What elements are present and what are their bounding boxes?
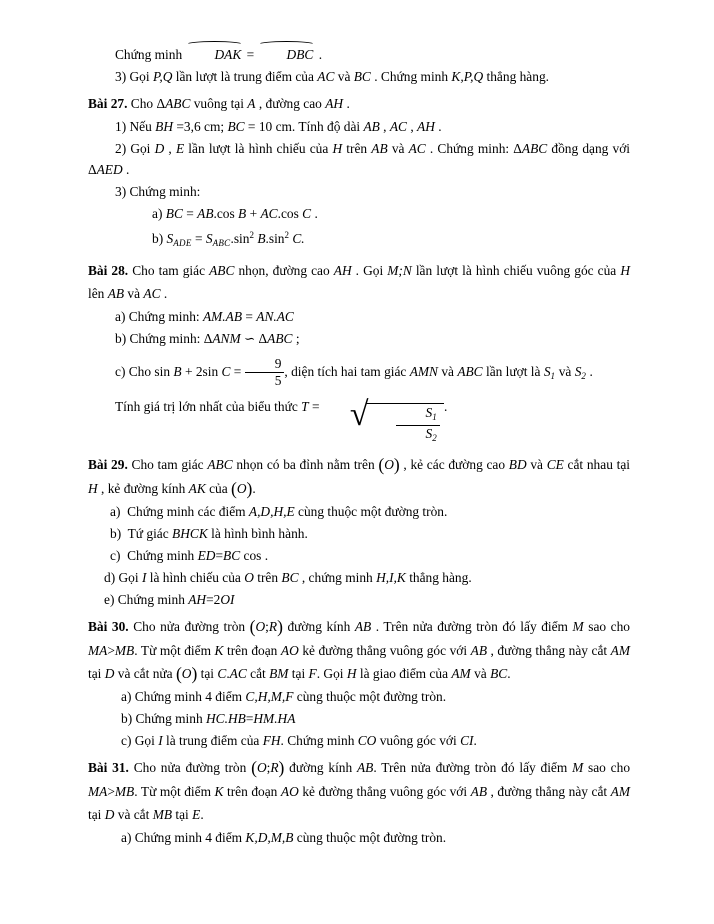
bai-31-item-a [88, 827, 630, 848]
math-run: BC [165, 206, 183, 221]
math-run: O [256, 760, 267, 775]
math-run: AN.AC [256, 309, 294, 324]
text-run: . [226, 665, 230, 681]
text-run: Chứng minh [115, 47, 186, 62]
text-run: . [507, 665, 511, 681]
sqrt-expression [323, 398, 444, 445]
big-paren: ( [175, 663, 182, 683]
problem-label: Bài 30. [88, 619, 129, 634]
bai-31-heading [88, 756, 630, 826]
math-run: R [270, 760, 279, 775]
math-run: CO [357, 733, 377, 748]
math-run: AB [107, 286, 125, 301]
vinculum [366, 403, 445, 445]
math-run: BD [508, 457, 527, 472]
math-run: AB [197, 206, 214, 221]
text-run: là hình chiếu của [146, 570, 245, 585]
big-paren: ) [191, 663, 198, 683]
text-run: lên [88, 286, 108, 301]
math-run: ABC [457, 364, 483, 379]
math-run: MB [114, 642, 135, 658]
math-run: AED [96, 162, 123, 177]
math-run: C,H,M,F [245, 689, 294, 704]
text-run: Δ [88, 162, 97, 177]
bai-28-item-c [88, 357, 630, 388]
big-paren: ( [251, 757, 257, 778]
text-run: . Chứng minh: [425, 141, 514, 156]
text-run: và [470, 665, 491, 681]
math-run: D [154, 141, 165, 156]
text-run: đồng dạng với [547, 141, 631, 156]
math-run: AO [280, 642, 299, 658]
text-run: vuông tại [190, 96, 248, 111]
text-run: =3,6 cm; [173, 119, 228, 134]
text-run: cùng thuộc một đường tròn. [293, 829, 447, 845]
math-run: AO [280, 783, 299, 799]
text-run: tại [197, 665, 218, 681]
item-3-collinear [88, 66, 630, 87]
math-run: AB [470, 642, 487, 658]
math-run: D [104, 806, 115, 822]
math-run: AC [229, 665, 247, 681]
bai-30-heading [88, 615, 630, 685]
fraction [245, 357, 285, 388]
text-run: = [191, 231, 206, 246]
math-run: AM.AB [202, 309, 243, 324]
math-run: K,P,Q [451, 69, 484, 84]
text-run: cắt nhau tại [563, 457, 630, 472]
math-run: MA [88, 642, 108, 658]
math-run: S [205, 231, 213, 246]
text-run: 3) Chứng minh: [115, 184, 201, 199]
text-run: và cắt nửa [114, 665, 176, 681]
text-run: trên [253, 570, 282, 585]
math-run: S [574, 364, 582, 379]
math-run: AB [354, 619, 372, 634]
big-paren: ( [378, 454, 385, 475]
text-run: , [164, 141, 176, 156]
subscript: 2 [581, 371, 587, 381]
text-run: Cho nửa đường tròn [128, 619, 250, 634]
bai-30-item-c [88, 730, 630, 751]
bai-29-heading [88, 453, 630, 500]
text-run: cos . [240, 548, 269, 563]
math-run: HC.HB [206, 711, 246, 726]
big-paren: ) [393, 454, 400, 475]
text-run: 3) Gọi [115, 69, 153, 84]
text-run: = [243, 47, 258, 62]
math-run: A [247, 96, 256, 111]
big-paren: ( [249, 616, 256, 637]
text-run: . [434, 119, 442, 134]
text-run: thẳng hàng. [405, 570, 472, 585]
text-run: và [437, 364, 458, 379]
math-run: ABC [207, 457, 233, 472]
text-run: và [124, 286, 144, 301]
math-run: P,Q [152, 69, 173, 84]
fraction-denominator: 5 [274, 373, 282, 388]
math-run: O [236, 480, 247, 496]
fraction-numerator: 9 [245, 357, 285, 373]
text-run: là trung điểm của [162, 733, 263, 748]
text-run: 1) Nếu [115, 119, 156, 134]
text-run: = [308, 399, 323, 414]
math-run: AB [371, 141, 388, 156]
text-run: đường kính [282, 619, 355, 634]
big-paren: ) [278, 757, 285, 778]
text-run: > [107, 642, 115, 658]
math-run: AC [260, 206, 278, 221]
text-run: ; [292, 331, 300, 346]
text-run: . Từ một điểm [134, 783, 215, 799]
big-paren: ) [277, 616, 283, 637]
math-run: K,D,M,B [245, 829, 294, 845]
math-run: BH [155, 119, 174, 134]
math-run: M [572, 760, 584, 775]
math-run: O [384, 457, 394, 472]
text-run: = [182, 206, 198, 221]
text-run: . Trên nửa đường tròn đó lấy điểm [373, 760, 573, 775]
text-run: và [526, 457, 547, 472]
text-run: . [160, 286, 168, 301]
text-run: .sin [265, 231, 285, 246]
text-run: . [444, 399, 448, 414]
text-run: trên đoạn [223, 783, 281, 799]
text-run: tại [288, 665, 309, 681]
text-run: 2) Gọi [115, 141, 155, 156]
proof-arc-statement [88, 44, 630, 65]
math-run: ED [197, 548, 216, 563]
math-run: MA [88, 783, 108, 799]
math-run: K [214, 783, 224, 799]
arc-overline-math: DAK [186, 44, 244, 65]
subscript: 1 [550, 371, 556, 381]
math-run: D [104, 665, 115, 681]
text-run: . [252, 480, 256, 496]
text-run: , chứng minh [298, 570, 377, 585]
bai-27-heading [88, 92, 630, 115]
text-run: cùng thuộc một đường tròn. [293, 689, 447, 704]
fraction-denominator [396, 426, 441, 445]
text-run: và cắt [114, 806, 153, 822]
math-run: O [181, 665, 192, 681]
text-run: , [379, 119, 390, 134]
text-run: và [387, 141, 409, 156]
text-run: . Trên nửa đường tròn đó lấy điểm [371, 619, 573, 634]
problem-label: Bài 31. [88, 760, 129, 775]
text-run: b) Chứng minh: [115, 331, 204, 346]
math-run: AC [389, 119, 407, 134]
bai-29-item-d [88, 567, 630, 588]
subscript: 2 [432, 433, 438, 443]
text-run: . Gọi [351, 263, 388, 278]
math-run: BC [281, 570, 299, 585]
text-run: trên [342, 141, 372, 156]
text-run: tại [88, 665, 105, 681]
math-run: ABC [165, 96, 191, 111]
text-run: .cos [277, 206, 303, 221]
math-run: H,I,K [376, 570, 406, 585]
bai-28-item-b [88, 328, 630, 349]
text-run: c) Gọi [121, 733, 159, 748]
text-run: Cho tam giác [127, 457, 208, 472]
text-run: và [334, 69, 354, 84]
text-run: . Chứng minh [280, 733, 358, 748]
math-run: ABC [521, 141, 548, 156]
math-run: CE [546, 457, 564, 472]
math-run: AH [417, 119, 435, 134]
math-run: C [221, 364, 231, 379]
text-run: lần lượt là trung điểm của [172, 69, 318, 84]
text-run: .sin [230, 231, 250, 246]
subscript: ADE [173, 238, 192, 248]
text-run: thẳng hàng. [483, 69, 549, 84]
text-run: . [315, 47, 323, 62]
bai-29-item-c [88, 545, 630, 566]
math-run: C [302, 206, 312, 221]
text-run: ; [266, 760, 271, 775]
text-run: lần lượt là hình chiếu của [184, 141, 333, 156]
text-run: c) Chứng minh [110, 548, 198, 563]
text-run: . [473, 733, 477, 748]
fraction-numerator [396, 406, 441, 426]
math-run: I [158, 733, 163, 748]
math-run: S [425, 426, 433, 441]
text-run: tại [88, 806, 105, 822]
bai-28-item-a [88, 306, 630, 327]
text-run: > [107, 783, 115, 799]
math-run: OI [220, 592, 235, 607]
math-run: I [141, 570, 147, 585]
math-run: MB [152, 806, 173, 822]
math-run: FH [262, 733, 281, 748]
text-run: = [215, 548, 224, 563]
text-run: Cho nửa đường tròn [128, 760, 252, 775]
text-run: =2 [206, 592, 221, 607]
text-run: cắt [246, 665, 270, 681]
arc-overline-math: DBC [258, 44, 316, 65]
math-run: CI [460, 733, 474, 748]
math-run: K [214, 642, 224, 658]
text-run: Δ [156, 96, 166, 111]
bai-30-item-a [88, 686, 630, 707]
text-run: của [205, 480, 232, 496]
math-run: AH [333, 263, 352, 278]
text-run: ∽ [240, 331, 259, 346]
text-run: = [245, 711, 254, 726]
text-run: . Gọi [316, 665, 347, 681]
text-run: . [200, 806, 204, 822]
math-run: H [346, 665, 357, 681]
math-run: ABC [267, 331, 293, 346]
text-run: d) Gọi [104, 570, 142, 585]
math-run: AC [317, 69, 335, 84]
text-run: = [242, 309, 257, 324]
math-run: H [88, 480, 98, 496]
big-paren: ) [246, 478, 253, 498]
math-run: AM [610, 783, 630, 799]
math-run: E [175, 141, 185, 156]
math-run: BM [269, 665, 289, 681]
text-run: Δ [258, 331, 268, 346]
text-run: + [246, 206, 261, 221]
bai-27-item-1 [88, 116, 630, 137]
math-run: MB [114, 783, 135, 799]
text-run: Δ [203, 331, 213, 346]
math-run: B [257, 231, 266, 246]
text-run: . Từ một điểm [134, 642, 215, 658]
math-run: O [244, 570, 254, 585]
text-run: tại [172, 806, 193, 822]
text-run: c) Cho [115, 364, 155, 379]
text-run: , kẻ đường kính [97, 480, 189, 496]
text-run: lần lượt là hình chiếu vuông góc của [411, 263, 621, 278]
bai-29-item-e [88, 589, 630, 610]
bai-29-item-b [88, 523, 630, 544]
text-run: . [122, 162, 130, 177]
bai-27-item-2 [88, 138, 630, 180]
text-run: , [407, 119, 418, 134]
text-run: , đường thẳng này cắt [487, 783, 611, 799]
text-run: là hình bình hành. [207, 526, 308, 541]
math-run: R [268, 619, 278, 634]
math-run: F [308, 665, 317, 681]
math-run: C. [292, 231, 305, 246]
math-run: BC [223, 548, 241, 563]
text-run: kẻ đường thẳng vuông góc với [298, 783, 471, 799]
math-run: T [301, 399, 309, 414]
radical-sign: √ [349, 396, 369, 433]
superscript: 2 [284, 230, 289, 240]
text-run: Δ [513, 141, 522, 156]
math-run: BC [490, 665, 508, 681]
math-run: AK [188, 480, 206, 496]
problem-label: Bài 28. [88, 263, 129, 278]
math-run: AM [610, 642, 630, 658]
text-run: b) Tứ giác [110, 526, 173, 541]
bai-28-item-c-max [88, 396, 630, 445]
math-run: S [543, 364, 551, 379]
math-run: HM.HA [253, 711, 296, 726]
text-run: sin [154, 364, 174, 379]
math-run: ABC [209, 263, 235, 278]
text-run: b) [152, 231, 167, 246]
math-run: AC [408, 141, 426, 156]
text-run: + 2sin [181, 364, 222, 379]
math-run: S [166, 231, 174, 246]
bai-29-item-a [88, 501, 630, 522]
text-run: Tính giá trị lớn nhất của biểu thức [115, 399, 302, 414]
math-run: BC [353, 69, 371, 84]
math-run: M [572, 619, 584, 634]
text-run: lần lượt là [482, 364, 544, 379]
math-run: O [255, 619, 266, 634]
math-run: C [217, 665, 227, 681]
math-run: AB [357, 760, 374, 775]
text-run: a) Chứng minh 4 điểm [121, 689, 246, 704]
text-run: trên đoạn [223, 642, 281, 658]
text-run: , đường thẳng này cắt [487, 642, 611, 658]
math-run: AC [143, 286, 161, 301]
text-run: b) Chứng minh [121, 711, 206, 726]
text-run: nhọn có ba đỉnh nằm trên [232, 457, 379, 472]
math-run: AM [451, 665, 471, 681]
math-run: BHCK [172, 526, 208, 541]
superscript: 2 [249, 230, 254, 240]
text-run: a) Chứng minh các điểm [110, 504, 249, 519]
bai-27-item-3b [88, 225, 630, 254]
text-run: , diện tích hai tam giác [284, 364, 410, 379]
text-run: . [586, 364, 593, 379]
text-run: .cos [213, 206, 239, 221]
text-run: = [230, 364, 245, 379]
bai-27-item-3a [88, 203, 630, 224]
math-run: AH [188, 592, 207, 607]
math-run: H [620, 263, 630, 278]
math-run: H [332, 141, 343, 156]
text-run: vuông góc với [376, 733, 461, 748]
subscript: 1 [432, 412, 438, 422]
text-run: e) Chứng minh [104, 592, 189, 607]
math-run: B [238, 206, 247, 221]
text-run: . [343, 96, 350, 111]
big-paren: ( [231, 478, 237, 498]
text-run: . Chứng minh [370, 69, 452, 84]
problem-label: Bài 27. [88, 96, 128, 111]
math-run: E [192, 806, 201, 822]
bai-28-heading [88, 259, 630, 305]
text-run: . [311, 206, 318, 221]
text-run: a) Chứng minh 4 điểm [121, 829, 246, 845]
math-run: M;N [387, 263, 412, 278]
text-run: và [555, 364, 575, 379]
text-run: là giao điểm của [356, 665, 452, 681]
text-run: , kẻ các đường cao [399, 457, 509, 472]
text-run: a) Chứng minh: [115, 309, 203, 324]
subscript: ABC [212, 238, 231, 248]
math-run: AB [470, 783, 487, 799]
text-run: đường kính [284, 760, 357, 775]
problem-label: Bài 29. [88, 457, 128, 472]
text-run: Cho [127, 96, 157, 111]
math-run: BC [227, 119, 245, 134]
text-run: ; [265, 619, 269, 634]
text-run: a) [152, 206, 166, 221]
text-run: nhọn, đường cao [234, 263, 334, 278]
text-run: sao cho [583, 619, 631, 634]
text-run: Cho tam giác [128, 263, 210, 278]
text-run: cùng thuộc một đường tròn. [294, 504, 448, 519]
math-run: AB [363, 119, 380, 134]
text-run: sao cho [583, 760, 631, 775]
math-run: AH [325, 96, 344, 111]
math-run: A,D,H,E [248, 504, 295, 519]
text-run: kẻ đường thẳng vuông góc với [298, 642, 471, 658]
text-run: , đường cao [255, 96, 326, 111]
math-run: AMN [409, 364, 438, 379]
bai-30-item-b [88, 708, 630, 729]
math-run: S [425, 405, 433, 420]
math-run: ANM [212, 331, 241, 346]
bai-27-item-3 [88, 181, 630, 202]
fraction [396, 406, 441, 445]
math-run: B [173, 364, 182, 379]
text-run: = 10 cm. Tính độ dài [244, 119, 364, 134]
